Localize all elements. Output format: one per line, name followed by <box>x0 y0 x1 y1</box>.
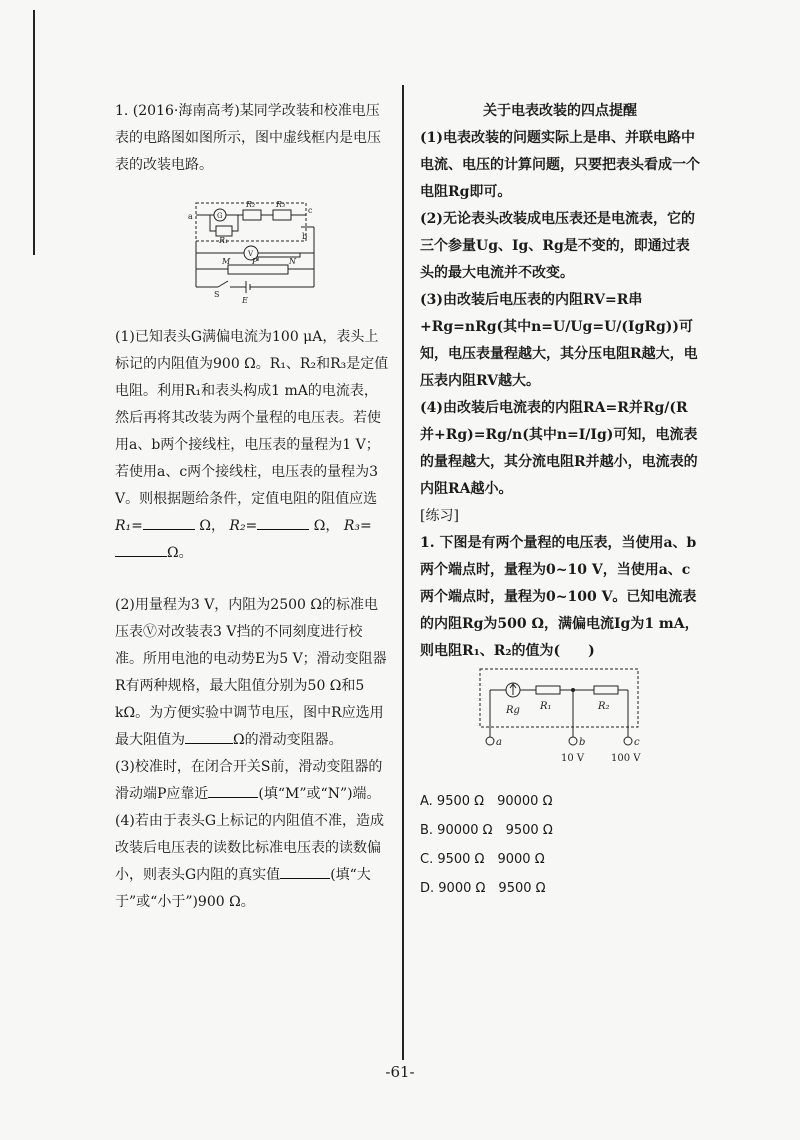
question-1-part-1 <box>115 324 390 567</box>
rheostat-answer-blank[interactable] <box>185 727 233 744</box>
r1-label: R₁= <box>115 518 143 534</box>
option-c[interactable]: C. 9500 Ω 9000 Ω <box>420 852 545 867</box>
r2-unit: Ω， <box>313 518 340 534</box>
label-v: V <box>248 250 254 258</box>
label-p: P <box>252 257 258 266</box>
label-r1: R₁ <box>219 236 229 245</box>
label-a-2: a <box>496 737 502 748</box>
part-3-text: (3)校准时，在闭合开关S前，滑动变阻器的滑动端P应靠近 <box>115 759 383 802</box>
label-c: c <box>308 206 313 215</box>
label-100v: 100 V <box>611 753 641 764</box>
terminal-c <box>624 737 632 745</box>
part-1-text: (1)已知表头G满偏电流为100 μA，表头上标记的内阻值为900 Ω。R₁、R₂和R₃是定值电阻。利用R₁和表头构成1 mA的电流表，然后再将其改装为两个量程的电压表。若使用a、b两个接线柱，电压表的量程为1 V；若使用a、c两个接线柱，电压表的量程为3 V。则根据题给条件，定值电阻的阻值应选 <box>115 329 389 507</box>
r3-unit: Ω。 <box>167 545 193 561</box>
resistor-r1 <box>216 226 232 236</box>
label-c-2: c <box>634 737 640 748</box>
r2-answer-blank[interactable] <box>257 513 309 530</box>
resistor-r2-2 <box>594 686 618 694</box>
resistor-r3 <box>273 210 291 220</box>
label-m: M <box>222 257 231 266</box>
label-r3: R₃ <box>276 200 286 209</box>
r3-answer-blank[interactable] <box>115 540 167 557</box>
label-g: G <box>217 212 223 220</box>
dashed-box-2 <box>480 669 638 727</box>
label-b: b <box>302 232 308 241</box>
r1-unit: Ω， <box>199 518 225 534</box>
part-3-tail: (填“M”或“N”)端。 <box>258 786 381 802</box>
tips-title: 关于电表改装的四点提醒 <box>483 103 637 119</box>
binding-line <box>33 10 35 255</box>
part-4-text: (4)若由于表头G上标记的内阻值不准，造成改装后电压表的读数比标准电压表的读数偏小，则表头G内阻的真实值 <box>115 813 385 883</box>
circuit-diagram-2 <box>478 665 658 770</box>
label-e: E <box>242 296 248 305</box>
r2-label: R₂= <box>229 518 258 534</box>
practice-label: [练习] <box>420 508 459 524</box>
label-10v: 10 V <box>561 753 585 764</box>
page-number: -61- <box>385 1063 415 1081</box>
rheostat <box>228 265 288 274</box>
practice-question: 1. 下图是有两个量程的电压表，当使用a、b两个端点时，量程为0~10 V，当使用a、c两个端点时，量程为0~100 V。已知电流表的内阻Rg为500 Ω，满偏电流Ig为1 mA，则电阻R₁、R₂的值为( ) <box>420 535 699 659</box>
resistor-r1-2 <box>536 686 560 694</box>
label-s: S <box>214 290 220 299</box>
label-r1-2: R₁ <box>540 701 552 712</box>
r3-label: R₃= <box>343 518 372 534</box>
part-2-tail: Ω的滑动变阻器。 <box>233 732 343 748</box>
resistance-answer-blank[interactable] <box>280 862 330 879</box>
label-b-2: b <box>579 737 586 748</box>
label-a: a <box>188 212 193 221</box>
terminal-b <box>569 737 577 745</box>
column-divider <box>402 85 404 1060</box>
option-d[interactable]: D. 9000 Ω 9500 Ω <box>420 881 546 896</box>
tip-2: (2)无论表头改装成电压表还是电流表，它的三个参量Ug、Ig、Rg是不变的，即通过表头的最大电流并不改变。 <box>420 211 695 281</box>
tip-1: (1)电表改装的问题实际上是串、并联电路中电流、电压的计算问题，只要把表头看成一个电阻Rg即可。 <box>420 130 700 200</box>
tips-section <box>420 98 700 665</box>
part-4-tail: (填“大于”或“小于”)900 Ω。 <box>115 867 371 910</box>
question-intro <box>115 98 390 179</box>
r1-answer-blank[interactable] <box>143 513 195 530</box>
label-n: N <box>289 257 296 266</box>
option-a[interactable]: A. 9500 Ω 90000 Ω <box>420 794 553 809</box>
answer-options <box>420 787 700 903</box>
question-1-part-2 <box>115 592 390 916</box>
option-b[interactable]: B. 90000 Ω 9500 Ω <box>420 823 553 838</box>
label-r2-2: R₂ <box>598 701 610 712</box>
tip-4: (4)由改装后电流表的内阻RA=R并Rg/(R并+Rg)=Rg/n(其中n=I/Ig)可知，电流表的量程越大，其分流电阻R并越小，电流表的内阻RA越小。 <box>420 400 698 497</box>
terminal-a <box>486 737 494 745</box>
tip-3: (3)由改装后电压表的内阻RV=R串+Rg=nRg(其中n=U/Ug=U/(IgRg))可知，电压表量程越大，其分压电阻R越大，电压表内阻RV越大。 <box>420 292 698 389</box>
label-rg: Rg <box>506 705 520 716</box>
switch-s <box>218 281 228 287</box>
circuit-diagram-1 <box>188 195 328 305</box>
question-1-intro: 1. (2016·海南高考)某同学改装和校准电压表的电路图如图所示，图中虚线框内是电压表的改装电路。 <box>115 103 381 173</box>
label-r2: R₂ <box>246 200 256 209</box>
part-2-text: (2)用量程为3 V，内阻为2500 Ω的标准电压表Ⓥ对改装表3 V挡的不同刻度进行校准。所用电池的电动势E为5 V；滑动变阻器R有两种规格，最大阻值分别为50 Ω和5 kΩ。为方便实验中调节电压，图中R应选用最大阻值为 <box>115 597 387 748</box>
resistor-r2 <box>243 210 261 220</box>
endpoint-answer-blank[interactable] <box>208 781 258 798</box>
